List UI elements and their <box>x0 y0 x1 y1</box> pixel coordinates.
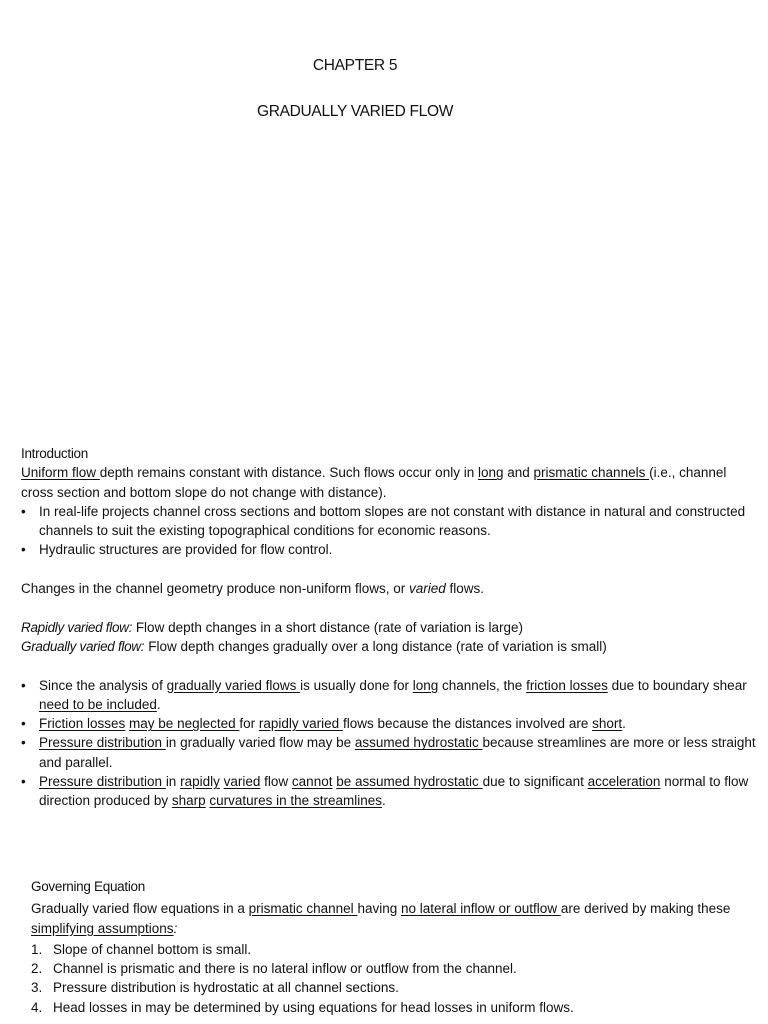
text-run: because streamlines are more or less straight and parallel. <box>39 735 756 770</box>
text-run: (i.e., channel cross section and bottom slope do not change with distance). <box>21 465 727 500</box>
text-run: : <box>140 638 149 654</box>
underlined-term: Friction losses <box>39 716 126 732</box>
assumption-item <box>31 940 731 959</box>
underlined-term: varied <box>223 774 261 790</box>
bullet-item <box>21 772 761 811</box>
text-run: Gradually varied flow equations in a <box>31 901 249 917</box>
item-text: Head losses in may be determined by using equations for head losses in uniform flows. <box>53 999 574 1015</box>
assumption-item <box>31 959 731 978</box>
item-number: 3. <box>31 980 43 996</box>
text-run: flow <box>260 774 292 790</box>
item-text: Slope of channel bottom is small. <box>53 941 252 957</box>
underlined-term: rapidly <box>180 774 220 790</box>
page-title: GRADUALLY VARIED FLOW <box>256 103 454 120</box>
item-text: Channel is prismatic and there is no lateral inflow or outflow from the channel. <box>53 961 517 977</box>
text-run: channels, the <box>438 677 527 693</box>
text-run: Flow depth changes gradually over a long distance (rate of variation is small) <box>148 638 607 654</box>
text-run: normal to flow direction produced by <box>39 774 749 809</box>
gradually-varied-flow-definition <box>21 637 761 656</box>
underlined-term: long <box>412 677 439 693</box>
underlined-term: need to be included <box>39 696 157 712</box>
text-run: : <box>173 920 178 936</box>
underlined-term: acceleration <box>587 774 661 790</box>
bullet-item <box>21 540 761 559</box>
underlined-term: gradually varied flows <box>166 677 301 693</box>
text-run: In real-life projects channel cross sections and bottom slopes are not constant with distance in natural and constructed channels to suit the existing topographical conditions for economic reasons. <box>39 503 746 539</box>
underlined-term: cannot <box>291 774 333 790</box>
governing-equation-section <box>31 877 731 1017</box>
assumption-item <box>31 998 731 1017</box>
underlined-term: curvatures in the streamlines <box>209 793 382 809</box>
underlined-term: assumed hydrostatic <box>354 735 483 751</box>
underlined-term: sharp <box>171 793 206 809</box>
text-run: Hydraulic structures are provided for flow control. <box>39 542 333 558</box>
assumption-item <box>31 978 731 997</box>
text-run: having <box>357 901 401 917</box>
bullet-item <box>21 502 761 541</box>
text-run: are derived by making these <box>560 901 731 917</box>
text-run: and <box>503 465 534 481</box>
intro-bullet-list <box>21 502 761 560</box>
text-run: Since the analysis of <box>39 677 167 693</box>
text-run: is usually done for <box>300 677 413 693</box>
text-run: flows. <box>445 581 485 597</box>
bullet-item <box>21 714 761 733</box>
item-text: Pressure distribution is hydrostatic at all channel sections. <box>53 980 399 996</box>
bullet-item <box>21 676 761 715</box>
underlined-term: short <box>592 716 623 732</box>
assumptions-intro-paragraph <box>31 899 731 938</box>
text-run: . <box>156 696 161 712</box>
varied-flow-paragraph <box>21 579 761 598</box>
underlined-term: friction losses <box>526 677 608 693</box>
item-number: 1. <box>31 941 43 957</box>
text-run: Flow depth changes in a short distance (rate of variation is large) <box>132 619 524 635</box>
term-label: Rapidly varied flow: <box>21 619 133 635</box>
governing-equation-heading: Governing Equation <box>31 879 145 894</box>
introduction-section <box>21 444 761 811</box>
underlined-term: Pressure distribution <box>39 735 166 751</box>
underlined-term: be assumed hydrostatic <box>336 774 483 790</box>
text-run: . <box>622 716 626 732</box>
item-number: 2. <box>31 961 43 977</box>
uniform-flow-paragraph <box>21 463 761 502</box>
text-run: varied <box>408 581 446 597</box>
text-run: due to boundary shear <box>607 677 747 693</box>
chapter-number: CHAPTER 5 <box>312 57 398 74</box>
underlined-term: simplifying assumptions <box>31 920 174 936</box>
analysis-bullet-list <box>21 676 761 811</box>
text-run: depth remains constant with distance. Such flows occur only in <box>99 465 478 481</box>
underlined-term: prismatic channels <box>533 465 650 481</box>
text-run: Changes in the channel geometry produce non-uniform flows, or <box>21 581 409 597</box>
assumptions-list <box>31 940 731 1017</box>
text-run: due to significant <box>482 774 588 790</box>
underlined-term: may be neglected <box>129 716 240 732</box>
text-run: for <box>239 716 259 732</box>
text-run: in <box>165 774 181 790</box>
underlined-term: Uniform flow <box>21 465 100 481</box>
underlined-term: Pressure distribution <box>39 774 166 790</box>
term-label: Gradually varied flow <box>21 638 141 654</box>
rapidly-varied-flow-definition <box>21 618 761 637</box>
underlined-term: no lateral inflow or outflow <box>400 901 561 917</box>
text-run: . <box>381 793 386 809</box>
bullet-item <box>21 733 761 772</box>
item-number: 4. <box>31 999 43 1015</box>
spacer <box>21 656 761 675</box>
underlined-term: rapidly varied <box>258 716 343 732</box>
underlined-term: long <box>477 465 504 481</box>
introduction-heading: Introduction <box>21 446 88 461</box>
spacer <box>21 560 761 579</box>
text-run: in gradually varied flow may be <box>165 735 355 751</box>
text-run: flows because the distances involved are <box>342 716 593 732</box>
spacer <box>21 598 761 617</box>
underlined-term: prismatic channel <box>248 901 358 917</box>
